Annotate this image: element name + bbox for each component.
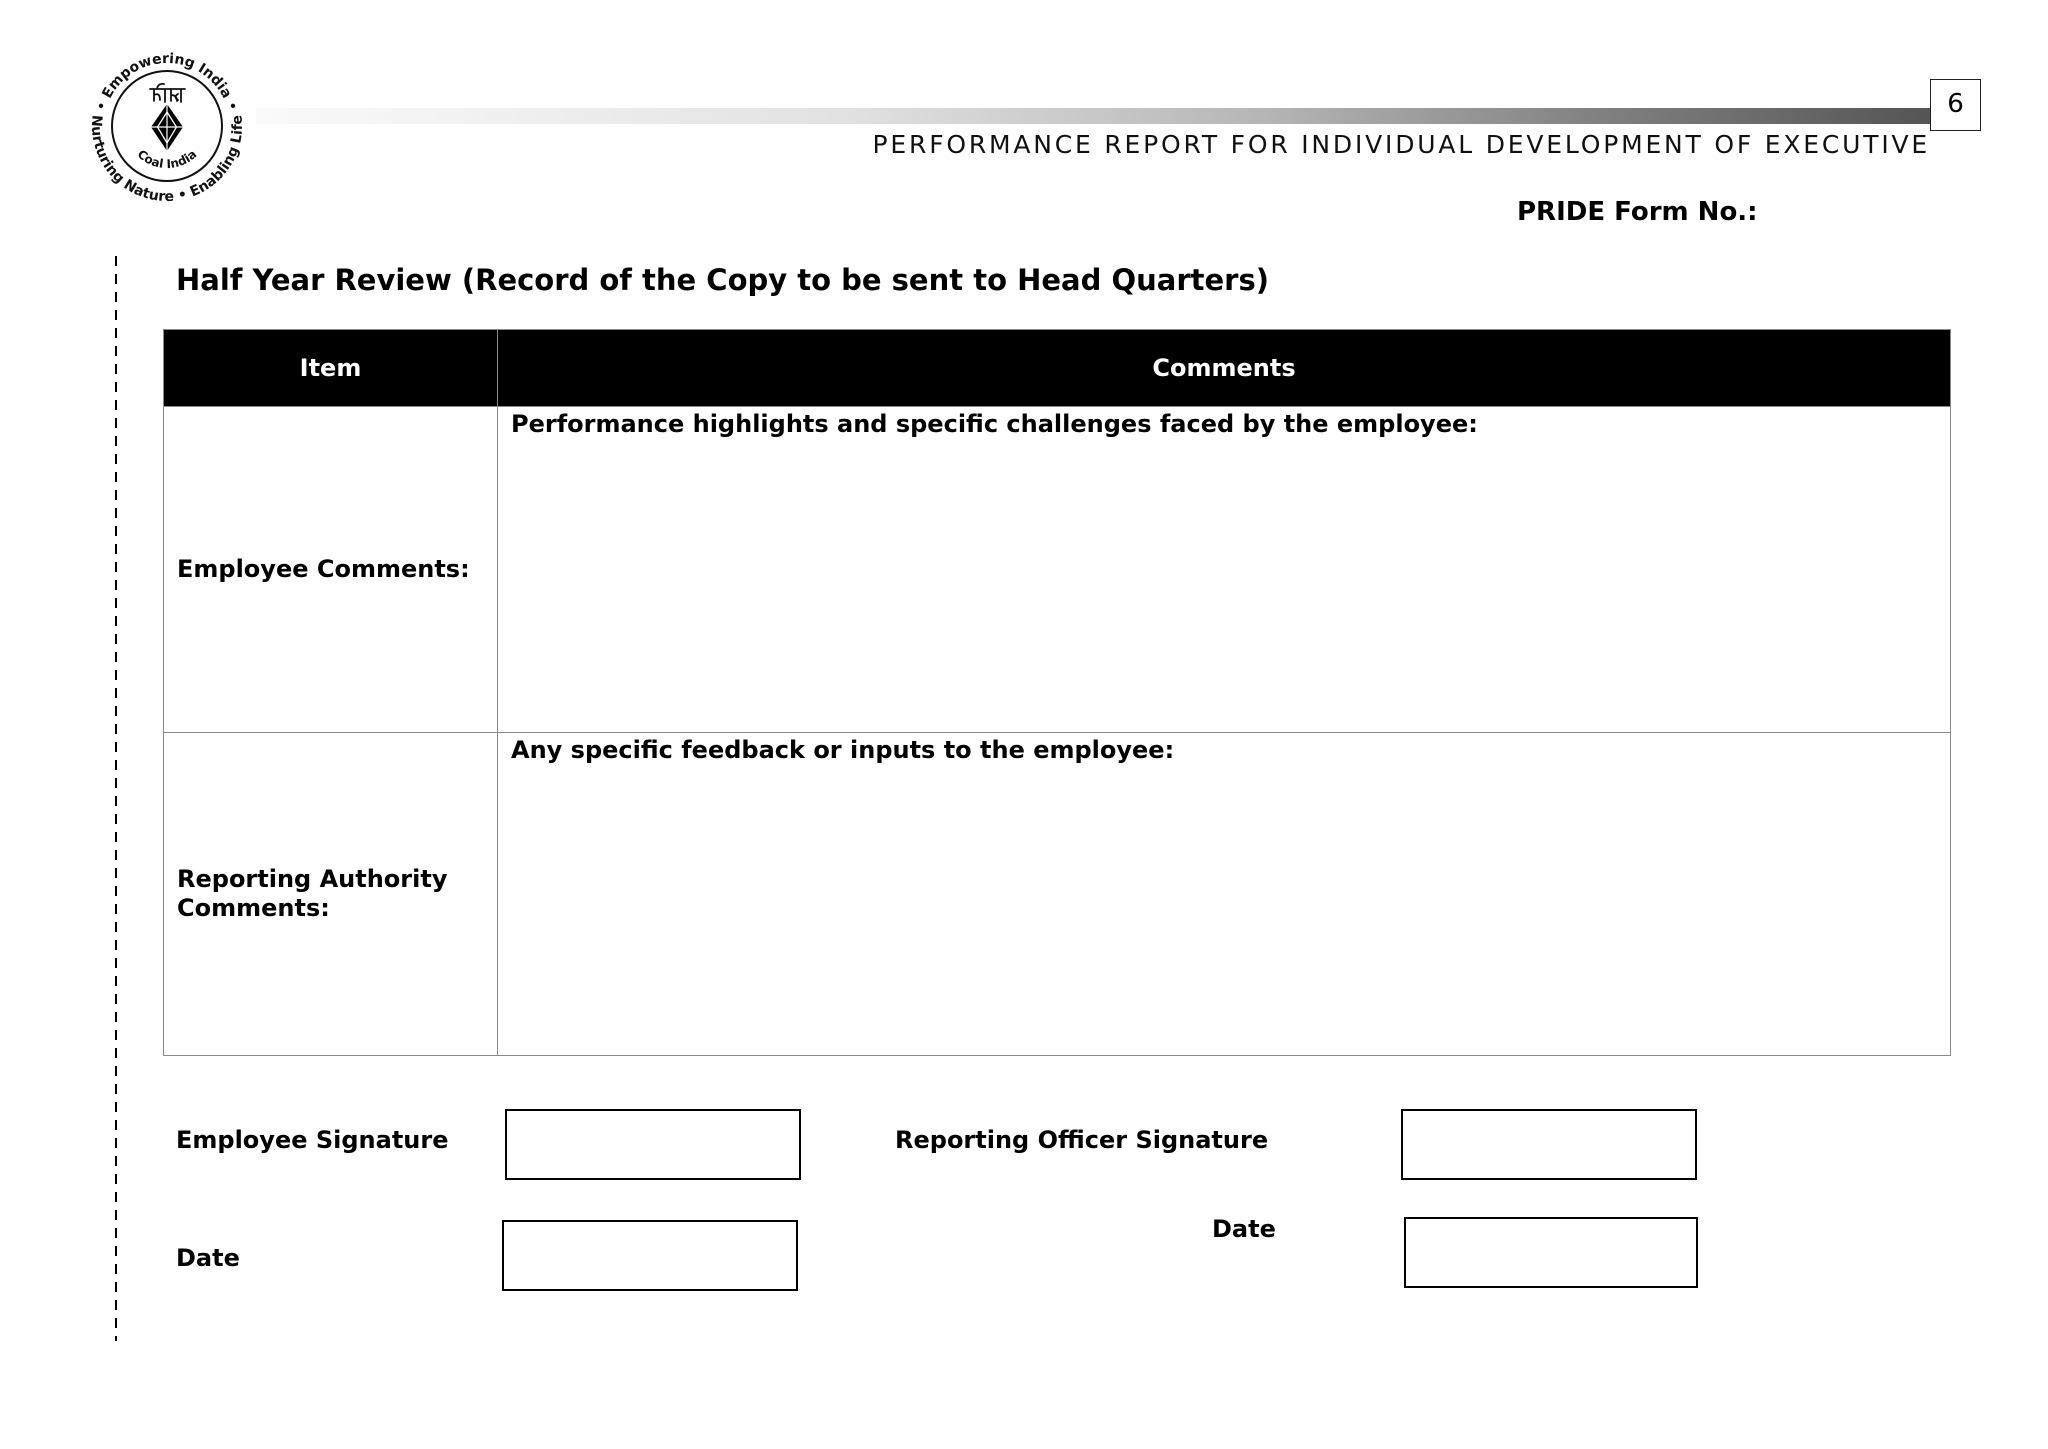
row-prompt: Any specific feedback or inputs to the employee: xyxy=(511,736,1175,764)
table-row xyxy=(164,733,1951,1056)
pride-form-number-label: PRIDE Form No.: xyxy=(1517,197,1758,227)
comment-cell xyxy=(498,407,1951,733)
row-prompt: Performance highlights and specific challenges faced by the employee: xyxy=(511,410,1478,438)
reporting-officer-signature-box[interactable] xyxy=(1401,1109,1697,1180)
page-number-box xyxy=(1930,79,1981,131)
comment-cell xyxy=(498,733,1951,1056)
reporting-authority-response-area[interactable] xyxy=(511,765,1937,1045)
diamond-emblem-icon xyxy=(151,104,183,151)
item-cell xyxy=(164,407,498,733)
section-title: Half Year Review (Record of the Copy to be sent to Head Quarters) xyxy=(176,263,1269,297)
logo-ring-dot xyxy=(99,104,103,108)
employee-signature-label: Employee Signature xyxy=(176,1126,449,1154)
svg-text:Empowering India xyxy=(99,51,234,101)
employee-comments-response-area[interactable] xyxy=(511,439,1937,719)
logo-hindi-wordmark xyxy=(150,84,185,102)
header-gradient-bar xyxy=(256,108,1930,124)
binding-margin-dashed-line xyxy=(115,256,117,1341)
column-header-item: Item xyxy=(164,330,498,407)
reporting-officer-date-label: Date xyxy=(1212,1215,1276,1243)
logo-ring-dot xyxy=(231,104,235,108)
row-item-label: Reporting Authority Comments: xyxy=(177,865,448,922)
table-row xyxy=(164,407,1951,733)
coal-india-logo xyxy=(0,0,260,220)
review-table xyxy=(163,329,1951,1056)
column-header-comments: Comments xyxy=(498,330,1951,407)
logo-ring-top-text: Empowering India xyxy=(99,50,235,102)
page-number: 6 xyxy=(1947,89,1964,119)
table-header-row xyxy=(164,330,1951,407)
reporting-officer-signature-label: Reporting Officer Signature xyxy=(895,1126,1269,1154)
logo-ring-bottom-text: Nurturing Nature • Enabling Life xyxy=(87,114,247,206)
employee-date-box[interactable] xyxy=(502,1220,798,1291)
row-item-label: Employee Comments: xyxy=(177,555,470,583)
report-title: PERFORMANCE REPORT FOR INDIVIDUAL DEVELOPMENT OF EXECUTIVE xyxy=(872,130,1930,159)
logo-english-wordmark: Coal India xyxy=(134,146,200,172)
reporting-officer-date-box[interactable] xyxy=(1404,1217,1698,1288)
employee-signature-box[interactable] xyxy=(505,1109,801,1180)
employee-date-label: Date xyxy=(176,1244,240,1272)
item-cell xyxy=(164,733,498,1056)
